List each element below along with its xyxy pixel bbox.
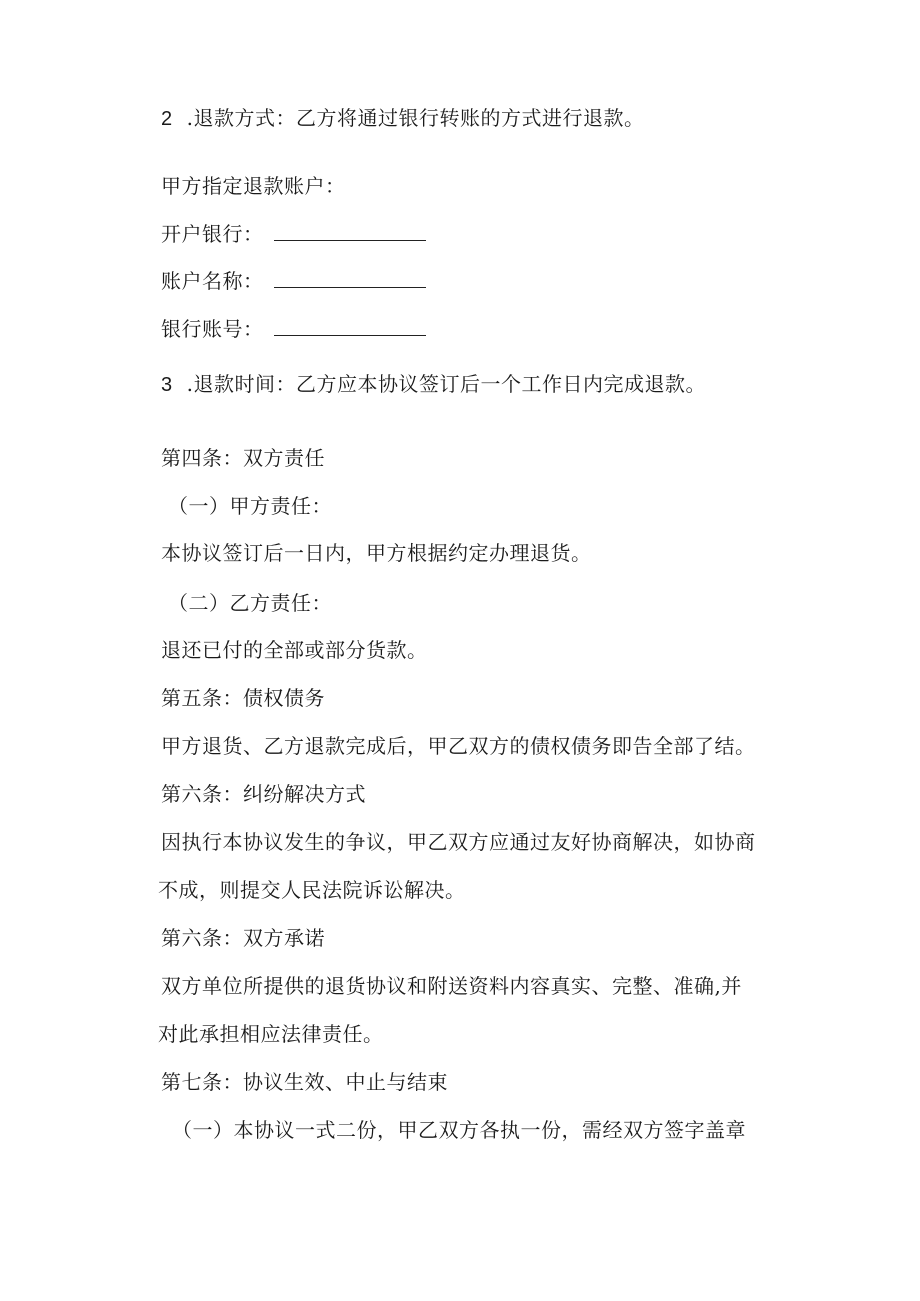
account-number-blank[interactable] [274, 315, 426, 336]
article-6b-text-line-2: 对此承担相应法律责任。 [158, 1022, 384, 1046]
refund-method-clause [161, 105, 644, 132]
account-number-field [161, 315, 426, 342]
account-name-blank[interactable] [274, 267, 426, 288]
account-name-field [161, 267, 426, 294]
article-6-text-line-2: 不成，则提交人民法院诉讼解决。 [158, 878, 466, 902]
article-6-text-line-1: 因执行本协议发生的争议，甲乙双方应通过友好协商解决，如协商 [161, 830, 756, 854]
article-7-sub-1: （一）本协议一式二份，甲乙双方各执一份，需经双方签字盖章 [172, 1118, 746, 1142]
field-label: 账户名称： [161, 269, 264, 293]
article-6-title: 第六条：纠纷解决方式 [161, 782, 366, 806]
article-4-title: 第四条：双方责任 [161, 446, 325, 470]
clause-text: .退款方式：乙方将通过银行转账的方式进行退款。 [186, 106, 645, 130]
article-4-sub-1-text: 本协议签订后一日内，甲方根据约定办理退货。 [161, 541, 592, 565]
article-7-title: 第七条：协议生效、中止与结束 [161, 1070, 448, 1094]
refund-time-clause [161, 371, 706, 398]
clause-text: .退款时间：乙方应本协议签订后一个工作日内完成退款。 [186, 372, 706, 396]
article-4-sub-2-text: 退还已付的全部或部分货款。 [161, 638, 428, 662]
bank-name-blank[interactable] [274, 220, 426, 241]
article-4-sub-2: （二）乙方责任： [168, 591, 332, 615]
article-6b-text-line-1: 双方单位所提供的退货协议和附送资料内容真实、完整、准确,并 [161, 974, 742, 998]
article-6b-title: 第六条：双方承诺 [161, 926, 325, 950]
article-5-title: 第五条：债权债务 [161, 686, 325, 710]
article-5-text: 甲方退货、乙方退款完成后，甲乙双方的债权债务即告全部了结。 [161, 734, 756, 758]
refund-account-intro: 甲方指定退款账户： [161, 174, 346, 198]
clause-number: 2 [161, 108, 173, 130]
article-4-sub-1: （一）甲方责任： [168, 494, 332, 518]
bank-name-field [161, 220, 426, 247]
field-label: 开户银行： [161, 222, 264, 246]
clause-number: 3 [161, 374, 173, 396]
field-label: 银行账号： [161, 317, 264, 341]
